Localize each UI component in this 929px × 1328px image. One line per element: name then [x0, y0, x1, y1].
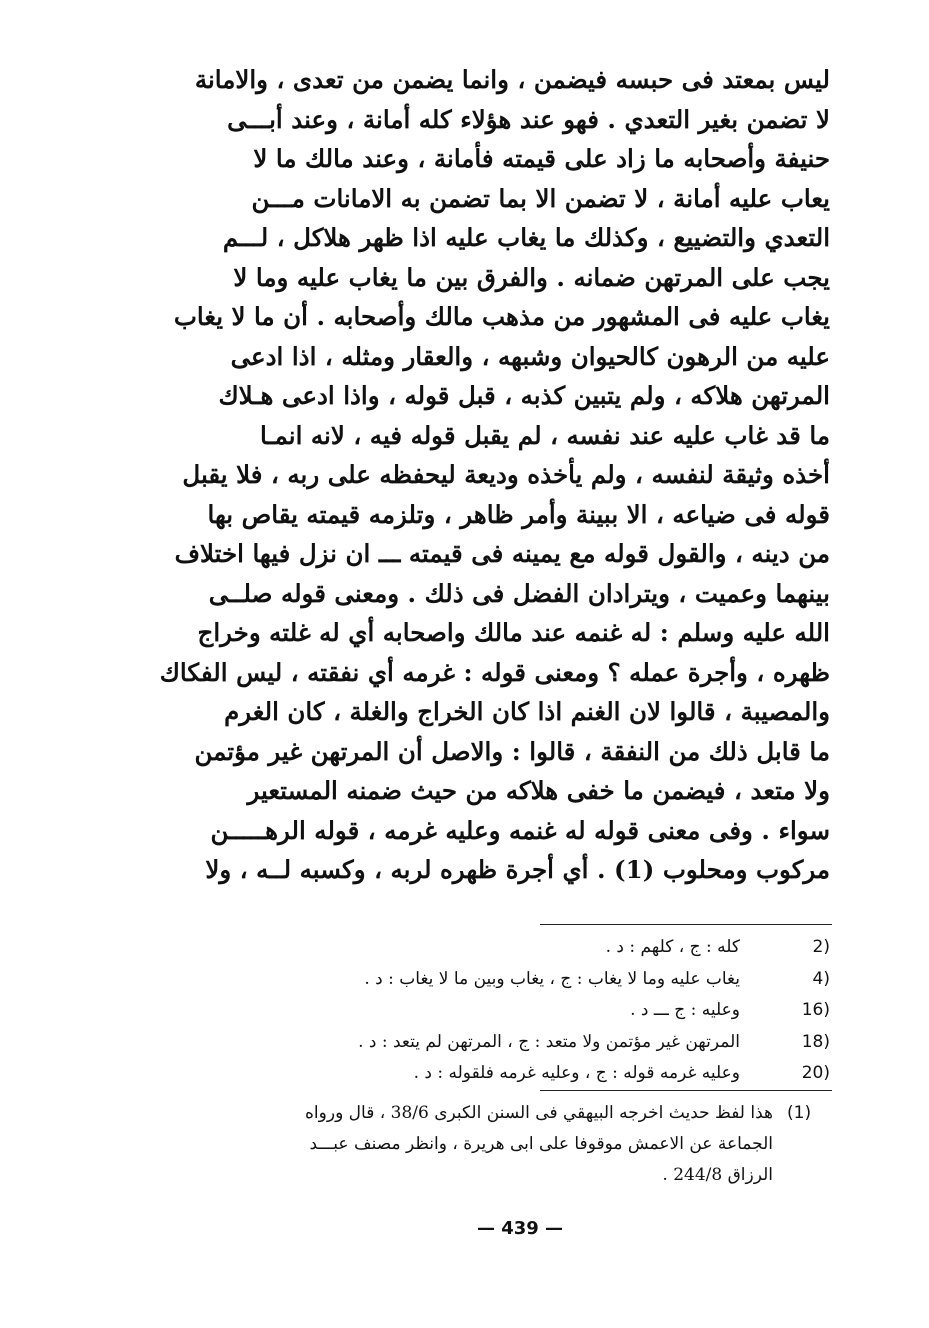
footnote-line: الرزاق 244/8 . — [662, 1165, 773, 1185]
text-line: بينهما وعميت ، ويترادان الفضل فى ذلك . ومعنى قوله صلــى — [208, 578, 830, 608]
variant-line-number: 4) — [812, 968, 830, 989]
footnote-number: (1) — [787, 1103, 812, 1123]
text-line: والمصيبة ، قالوا لان الغنم اذا كان الخراج والغلة ، كان الغرم — [224, 697, 830, 726]
variant-note — [230, 964, 830, 996]
text-line: ليس بمعتد فى حبسه فيضمن ، وانما يضمن من تعدى ، والامانة — [194, 65, 830, 94]
page-number: — 439 — — [476, 1218, 564, 1239]
variant-note — [230, 1058, 830, 1090]
text-line: يعاب عليه أمانة ، لا تضمن الا بما تضمن به الامانات مـــن — [251, 183, 830, 213]
main-text-body — [140, 60, 830, 890]
text-line: ولا متعد ، فيضمن ما خفى هلاكه من حيث ضمنه المستعير — [247, 776, 830, 805]
footnote — [145, 1098, 835, 1191]
variant-text: وعليه : ج ـــ د . — [630, 1000, 740, 1020]
variant-line-number: 16) — [801, 1000, 830, 1020]
text-line: ما قابل ذلك من النفقة ، قالوا : والاصل أن المرتهن غير مؤتمن — [194, 736, 830, 766]
variant-note — [230, 995, 830, 1027]
footnote-divider — [540, 1090, 832, 1091]
variant-note — [230, 1027, 830, 1059]
text-line: ظهره ، وأجرة عمله ؟ ومعنى قوله : غرمه أي نفقته ، ليس الفكاك — [159, 657, 830, 687]
text-line: ما قد غاب عليه عند نفسه ، لم يقبل قوله فيه ، لانه انمـا — [259, 420, 830, 450]
variant-text: يغاب عليه وما لا يغاب : ج ، يغاب وبين ما لا يغاب : د . — [364, 968, 740, 989]
footnote-text — [145, 1098, 787, 1191]
text-line: يجب على المرتهن ضمانه . والفرق بين ما يغاب عليه وما لا — [233, 262, 830, 292]
variant-text: وعليه غرمه قوله : ج ، وعليه غرمه فلقوله : د . — [413, 1063, 740, 1083]
footnote-line: الجماعة عن الاعمش موقوفا على ابى هريرة ، وانظر مصنف عبـــد — [309, 1134, 773, 1154]
text-line: يغاب عليه فى المشهور من مذهب مالك وأصحابه . أن ما لا يغاب — [173, 302, 830, 331]
text-line: مركوب ومحلوب (1) . أي أجرة ظهره لربه ، وكسبه لــه ، ولا — [205, 855, 830, 884]
text-line: حنيفة وأصحابه ما زاد على قيمته فأمانة ، وعند مالك ما لا — [253, 144, 830, 173]
text-line: التعدي والتضييع ، وكذلك ما يغاب عليه اذا ظهر هلاكل ، لـــم — [222, 223, 830, 252]
variant-line-number: 20) — [801, 1063, 830, 1083]
text-line: قوله فى ضياعه ، الا ببينة وأمر ظاهر ، وتلزمه قيمته يقاص بها — [207, 499, 830, 529]
variants-divider — [540, 924, 832, 925]
variant-line-number: 18) — [801, 1031, 830, 1052]
variant-notes — [230, 932, 830, 1090]
variant-note — [230, 932, 830, 964]
text-line: عليه من الرهون كالحيوان وشبهه ، والعقار ومثله ، اذا ادعى — [230, 341, 830, 371]
text-line: المرتهن هلاكه ، ولم يتبين كذبه ، قبل قوله ، واذا ادعى هـلاك — [218, 381, 830, 410]
text-line: أخذه وثيقة لنفسه ، ولم يأخذه وديعة ليحفظه على ربه ، فلا يقبل — [182, 460, 830, 489]
footnote-line: هذا لفظ حديث اخرجه البيهقي فى السنن الكبرى 38/6 ، قال ورواه — [305, 1103, 773, 1123]
text-line: من دينه ، والقول قوله مع يمينه فى قيمته ـــ ان نزل فيها اختلاف — [174, 539, 830, 568]
text-line: الله عليه وسلم : له غنمه عند مالك واصحابه أي له غلته وخراج — [197, 618, 830, 647]
text-line: لا تضمن بغير التعدي . فهو عند هؤلاء كله أمانة ، وعند أبـــى — [227, 104, 830, 134]
variant-text: كله : ج ، كلهم : د . — [605, 937, 740, 957]
variant-line-number: 2) — [812, 937, 830, 957]
variant-text: المرتهن غير مؤتمن ولا متعد : ج ، المرتهن لم يتعد : د . — [358, 1031, 740, 1052]
text-line: سواء . وفى معنى قوله له غنمه وعليه غرمه ، قوله الرهـــــن — [210, 815, 830, 845]
